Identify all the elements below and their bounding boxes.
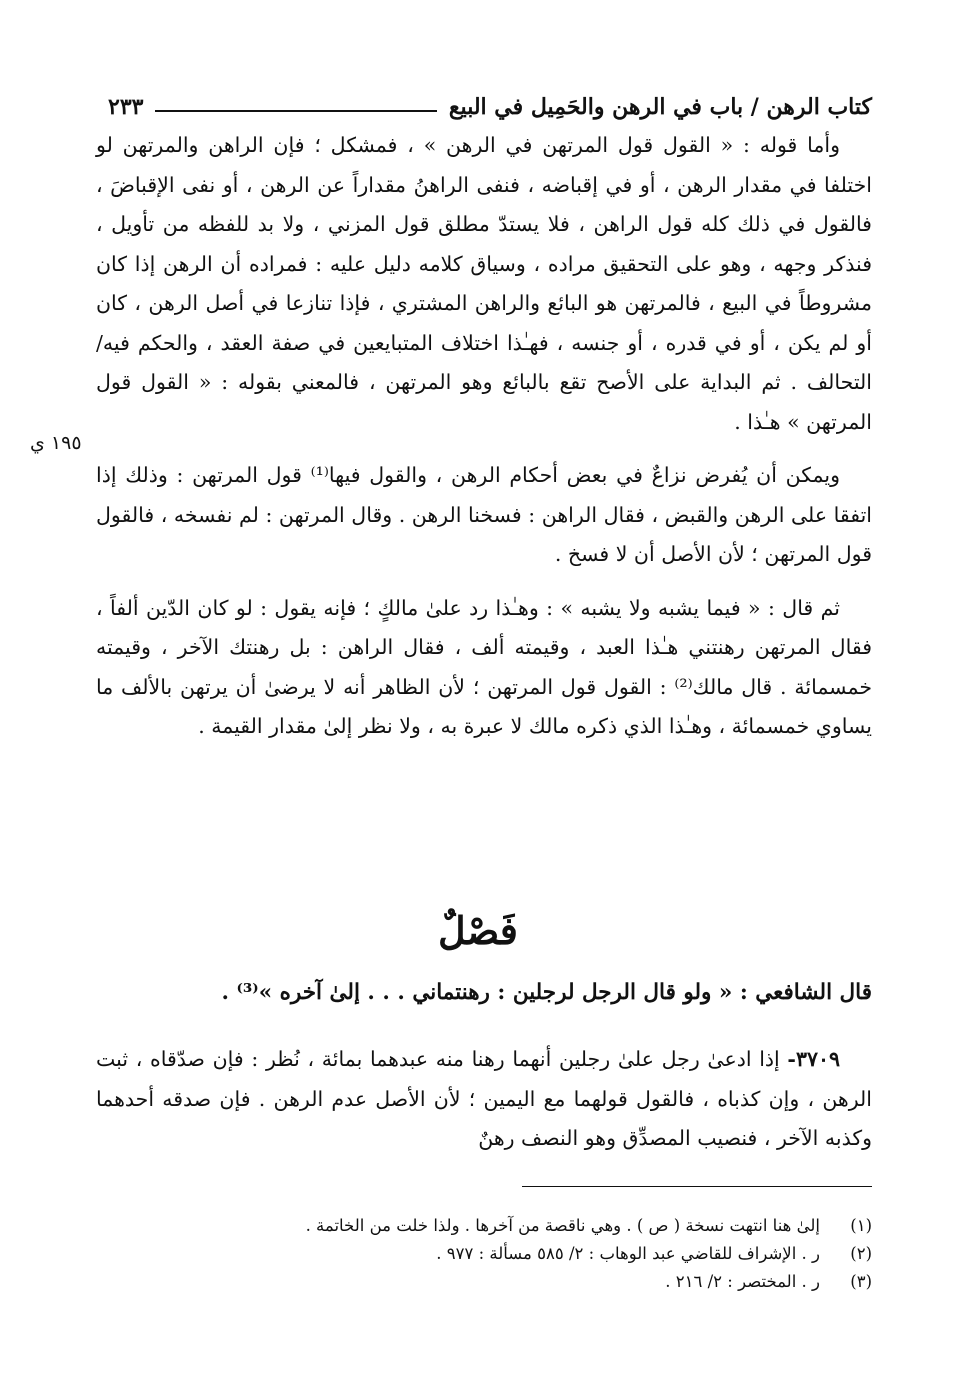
footnote-number: (٢): [850, 1244, 872, 1263]
numbered-paragraph: [96, 1040, 872, 1159]
section-title: قال الشافعي : « ولو قال الرجل لرجلين : رهنتماني . . . إلىٰ آخره »⁽³⁾ .: [221, 980, 872, 1005]
main-text: [96, 126, 872, 761]
header-rule: [155, 110, 436, 112]
footnote-text: ر . المختصر : ٢/ ٢١٦ .: [665, 1272, 820, 1291]
paragraph-text: إذا ادعىٰ رجل علىٰ رجلين أنهما رهنا منه عبدهما بمائة ، نُظر : فإن صدّقاه ، ثبت الرهن ، وإن كذباه ، فالقول قولهما مع اليمين ؛ لأن الأصل عدم الرهن . فإن صدقه أحدهما وكذبه الآخر ، فنصيب المصدِّق وهو النصف رهنٌ: [96, 1047, 872, 1150]
footnote: [200, 1240, 872, 1268]
footnote: [200, 1268, 872, 1296]
section-heading-ornament: فَصْلٌ: [438, 908, 518, 953]
paragraph: وأما قوله : « القول قول المرتهن في الرهن » ، فمشكل ؛ فإن الراهن والمرتهن لو اختلفا في مقدار الرهن ، أو في إقباضه ، فنفى الراهنُ مقداراً عن الرهن ، أو نفى الإقباضَ ، فالقول في ذلك كله قول الراهن ، فلا يستدّ مطلق قول المزني ، ولا بد للفظه من تأويل ، فنذكر وجهه ، وهو على التحقيق مراده ، وسياق كلامه دليل عليه : فمراده أن الرهن إذا كان مشروطاً في البيع ، فالمرتهن هو البائع والراهن المشتري ، فإذا تنازعا في أصل الرهن ، كان أو لم يكن ، أو في قدره ، أو جنسه ، فهـٰذا اختلاف المتبايعين في صفة العقد ، والحكم فيه/ التحالف . ثم البداية على الأصح تقع بالبائع وهو المرتهن ، فالمعني بقوله : « القول قول المرتهن » هـٰذا .: [96, 133, 872, 434]
footnote-separator: [522, 1186, 872, 1187]
margin-reference: ١٩٥ ي: [30, 432, 82, 454]
footnotes: [200, 1212, 872, 1296]
footnote-number: (١): [850, 1216, 872, 1235]
footnote-text: إلىٰ هنا انتهت نسخة ( ص ) . وهي ناقصة من آخرها . ولذا خلت من الخاتمة .: [305, 1216, 820, 1235]
paragraph-number: ٣٧٠٩-: [787, 1047, 840, 1071]
paragraph: ثم قال : « فيما يشبه ولا يشبه » : وهـٰذا رد علىٰ مالكٍ ؛ فإنه يقول : لو كان الدّين ألفاً ، فقال المرتهن رهنتني هـٰذا العبد ، وقيمته ألف ، فقال الراهن : بل رهنتك الآخر ، وقيمته خمسمائة . قال مالك⁽²⁾ : القول قول المرتهن ؛ لأن الظاهر أنه لا يرضىٰ أن يرتهن بالألف ما يساوي خمسمائة ، وهـٰذا الذي ذكره مالك لا عبرة به ، ولا نظر إلىٰ مقدار القيمة .: [96, 595, 872, 738]
chapter-title: كتاب الرهن / باب في الرهن والحَمِيل في البيع: [448, 94, 872, 120]
footnote-number: (٣): [850, 1272, 872, 1291]
paragraph: ويمكن أن يُفرض نزاعٌ في بعض أحكام الرهن ، والقول فيها⁽¹⁾ قول المرتهن : وذلك إذا اتفقا على الرهن والقبض ، فقال الراهن : فسخنا الرهن . وقال المرتهن : لم نفسخه ، فالقول قول المرتهن ؛ لأن الأصل أن لا فسخ .: [96, 463, 872, 566]
page-number: ٢٣٣: [108, 94, 144, 120]
footnote-text: ر . الإشراف للقاضي عبد الوهاب : ٢/ ٥٨٥ مسألة : ٩٧٧ .: [436, 1244, 820, 1263]
running-header: [108, 84, 872, 120]
footnote: [200, 1212, 872, 1240]
